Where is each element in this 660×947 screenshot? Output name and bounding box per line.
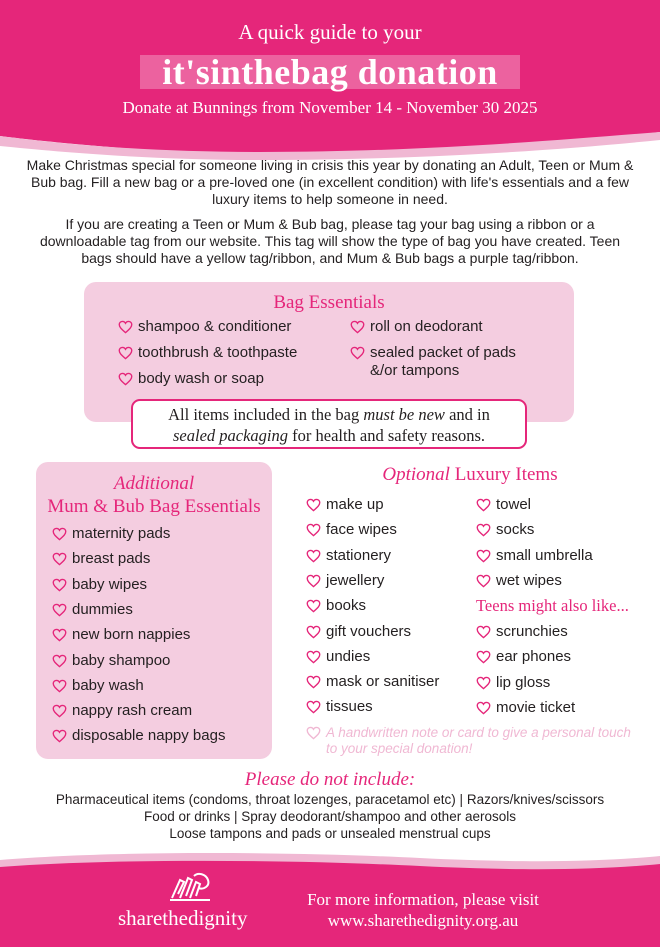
- heart-outline-icon: [118, 346, 133, 360]
- list-item: [476, 572, 562, 590]
- list-item-label: baby wash: [72, 676, 144, 694]
- heart-outline-icon: [52, 578, 67, 592]
- list-item: [306, 572, 384, 590]
- heart-outline-icon: [350, 346, 365, 360]
- list-item: [52, 601, 133, 619]
- list-item: [118, 318, 291, 336]
- heart-outline-icon: [52, 654, 67, 668]
- hands-logo-icon: [168, 872, 212, 902]
- do-not-include-title: Please do not include:: [244, 769, 416, 790]
- do-not-include-line: Food or drinks | Spray deodorant/shampoo and other aerosols: [144, 809, 516, 824]
- footer-info-link[interactable]: www.sharethedignity.org.au: [327, 911, 519, 930]
- heart-outline-icon: [476, 549, 491, 563]
- list-item-label: baby wipes: [72, 575, 148, 593]
- list-item-label: dummies: [72, 600, 133, 618]
- heart-outline-icon: [52, 704, 67, 718]
- bag-essentials-title: Bag Essentials: [273, 292, 385, 313]
- heart-outline-icon: [306, 650, 321, 664]
- list-item-label: tissues: [326, 698, 373, 716]
- heart-outline-icon: [52, 729, 67, 743]
- new-items-notice: All items included in the bag must be new and in sealed packaging for health and safety reasons.: [131, 399, 527, 449]
- mum-bub-title-line-2: Mum & Bub Bag Essentials: [47, 496, 261, 517]
- heart-outline-icon: [306, 574, 321, 588]
- list-item: [350, 344, 540, 380]
- heart-outline-icon: [118, 320, 133, 334]
- heart-outline-icon: [52, 552, 67, 566]
- footer-info-line-1: For more information, please visit: [307, 890, 539, 909]
- list-item-label: small umbrella: [496, 546, 593, 564]
- list-item: [476, 648, 571, 666]
- list-item: [306, 521, 397, 539]
- list-item: [476, 674, 550, 692]
- header-title: it'sinthebag donation: [140, 55, 520, 89]
- list-item: [118, 370, 264, 388]
- heart-outline-icon: [52, 679, 67, 693]
- heart-outline-icon: [306, 726, 321, 740]
- heart-outline-icon: [306, 599, 321, 613]
- heart-outline-icon: [306, 700, 321, 714]
- list-item-label: lip gloss: [496, 673, 551, 691]
- optional-items-title: Optional Luxury Items: [382, 464, 558, 485]
- list-item-label: baby shampoo: [72, 651, 171, 669]
- list-item-label: scrunchies: [496, 623, 568, 640]
- heart-outline-icon: [306, 498, 321, 512]
- list-item-label: new born nappies: [72, 626, 191, 644]
- list-item-label: stationery: [326, 546, 392, 564]
- list-item-label: books: [326, 597, 367, 615]
- list-item-label: breast pads: [72, 550, 151, 568]
- handwritten-note-item: [306, 725, 636, 757]
- list-item-label: socks: [496, 521, 535, 539]
- list-item: [476, 521, 534, 539]
- list-item-label: toothbrush & toothpaste: [138, 344, 298, 361]
- list-item: [306, 496, 384, 514]
- list-item-label: movie ticket: [496, 698, 576, 716]
- list-item-label: ear phones: [496, 648, 572, 666]
- list-item: [306, 623, 411, 641]
- list-item: [306, 547, 391, 565]
- list-item: [52, 677, 144, 695]
- list-item-label: face wipes: [326, 521, 397, 539]
- header-subtitle: A quick guide to your: [238, 20, 422, 44]
- heart-outline-icon: [476, 676, 491, 690]
- list-item-label: disposable nappy bags: [72, 727, 226, 745]
- heart-outline-icon: [306, 675, 321, 689]
- heart-outline-icon: [476, 574, 491, 588]
- list-item: [476, 496, 531, 514]
- heart-outline-icon: [476, 498, 491, 512]
- list-item-label: towel: [496, 496, 532, 513]
- mum-bub-title-line-1: Additional: [113, 473, 195, 494]
- list-item: [52, 576, 147, 594]
- list-item-label: maternity pads: [72, 525, 171, 542]
- heart-outline-icon: [476, 523, 491, 537]
- do-not-include-line: Loose tampons and pads or unsealed menstrual cups: [169, 826, 491, 841]
- intro-paragraph-1: Make Christmas special for someone living in crisis this year by donating an Adult, Teen or Mum & Bub bag. Fill a new bag or a pre-loved one (in excellent condition) with life's essentials and a few luxury items to help someone in need.: [26, 157, 634, 207]
- list-item-label: body wash or soap: [138, 370, 264, 387]
- list-item-label: undies: [326, 647, 371, 665]
- list-item-label: roll on deodorant: [370, 318, 483, 335]
- heart-outline-icon: [52, 527, 67, 541]
- heart-outline-icon: [306, 625, 321, 639]
- list-item: [306, 673, 439, 691]
- footer-banner: [0, 850, 660, 947]
- header-banner: [0, 0, 660, 160]
- list-item: [350, 318, 483, 336]
- list-item-label: jewellery: [326, 571, 385, 589]
- heart-outline-icon: [476, 650, 491, 664]
- brand-wordmark: sharethedignity: [118, 906, 248, 930]
- list-item: [476, 547, 593, 565]
- list-item-label: sealed packet of pads &/or tampons: [370, 344, 516, 379]
- list-item-label: make up: [326, 496, 384, 513]
- header-date-line: Donate at Bunnings from November 14 - November 30 2025: [122, 98, 538, 117]
- heart-outline-icon: [476, 701, 491, 715]
- heart-outline-icon: [476, 625, 491, 639]
- heart-outline-icon: [118, 372, 133, 386]
- list-item: [306, 597, 366, 615]
- list-item: [118, 344, 297, 362]
- list-item: [52, 525, 170, 543]
- handwritten-note-text: A handwritten note or card to give a personal touch to your special donation!: [326, 725, 631, 756]
- heart-outline-icon: [306, 549, 321, 563]
- list-item: [476, 699, 575, 717]
- do-not-include-line: Pharmaceutical items (condoms, throat lozenges, paracetamol etc) | Razors/knives/scissors: [55, 792, 605, 807]
- list-item: [52, 702, 192, 720]
- list-item-label: shampoo & conditioner: [138, 318, 292, 335]
- list-item: [52, 626, 190, 644]
- heart-outline-icon: [350, 320, 365, 334]
- list-item: [52, 727, 225, 745]
- list-item: [476, 623, 568, 641]
- heart-outline-icon: [306, 523, 321, 537]
- heart-outline-icon: [52, 603, 67, 617]
- list-item-label: gift vouchers: [326, 622, 412, 640]
- list-item-label: mask or sanitiser: [326, 673, 440, 691]
- intro-paragraph-2: If you are creating a Teen or Mum & Bub bag, please tag your bag using a ribbon or a downloadable tag from our website. This tag will show the type of bag you have created. Teen bags should have a yellow tag/ribbon, and Mum & Bub bags a purple tag/ribbon.: [39, 216, 621, 266]
- heart-outline-icon: [52, 628, 67, 642]
- list-item-label: wet wipes: [496, 571, 562, 589]
- list-item: [306, 648, 370, 666]
- list-item-label: nappy rash cream: [72, 702, 193, 720]
- list-item: [52, 550, 150, 568]
- list-item: [52, 652, 170, 670]
- list-item: [306, 698, 373, 716]
- teens-title: Teens might also like...: [476, 596, 629, 615]
